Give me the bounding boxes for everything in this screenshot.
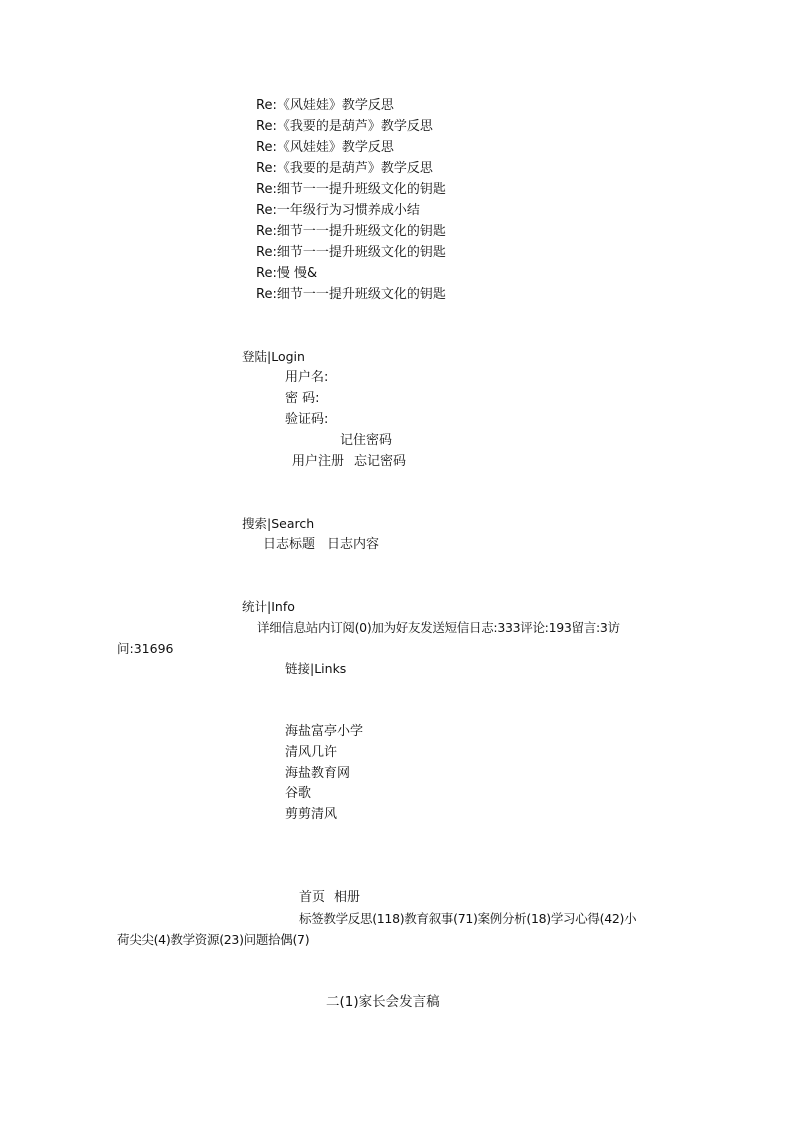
comment-link[interactable]: Re:慢 慢& — [256, 266, 318, 281]
info-stats: 详细信息站内订阅(0)加为好友发送短信日志:333评论:193留言:3访 — [257, 620, 620, 635]
search-option-content[interactable]: 日志内容 — [327, 537, 380, 552]
register-link[interactable]: 用户注册 — [292, 454, 345, 469]
remember-password-label[interactable]: 记住密码 — [340, 433, 393, 448]
captcha-label: 验证码: — [285, 412, 329, 427]
comment-link[interactable]: Re:《风娃娃》教学反思 — [256, 98, 394, 113]
album-link[interactable]: 相册 — [334, 890, 361, 905]
document-title: 二(1)家长会发言稿 — [326, 994, 440, 1010]
home-link[interactable]: 首页 — [299, 890, 326, 905]
tags-list[interactable]: 标签教学反思(118)教育叙事(71)案例分析(18)学习心得(42)小 — [299, 911, 637, 926]
comment-link[interactable]: Re:细节一一提升班级文化的钥匙 — [256, 224, 446, 239]
link-item[interactable]: 海盐教育网 — [285, 766, 351, 781]
links-title: 链接|Links — [285, 661, 347, 676]
comment-link[interactable]: Re:《我要的是葫芦》教学反思 — [256, 119, 433, 134]
search-option-title[interactable]: 日志标题 — [263, 537, 316, 552]
username-label: 用户名: — [285, 370, 329, 385]
info-title: 统计|Info — [242, 599, 295, 614]
comment-link[interactable]: Re:《风娃娃》教学反思 — [256, 140, 394, 155]
comment-link[interactable]: Re:一年级行为习惯养成小结 — [256, 203, 420, 218]
info-stats-continued: 问:31696 — [117, 641, 174, 656]
link-item[interactable]: 谷歌 — [285, 786, 312, 801]
search-title: 搜索|Search — [242, 516, 315, 531]
tags-list-continued[interactable]: 荷尖尖(4)教学资源(23)问题拾偶(7) — [117, 932, 310, 947]
forgot-password-link[interactable]: 忘记密码 — [354, 454, 407, 469]
link-item[interactable]: 海盐富亭小学 — [285, 724, 364, 739]
comment-link[interactable]: Re:《我要的是葫芦》教学反思 — [256, 161, 433, 176]
comment-link[interactable]: Re:细节一一提升班级文化的钥匙 — [256, 182, 446, 197]
link-item[interactable]: 清风几许 — [285, 745, 338, 760]
comment-link[interactable]: Re:细节一一提升班级文化的钥匙 — [256, 287, 446, 302]
comment-link[interactable]: Re:细节一一提升班级文化的钥匙 — [256, 245, 446, 260]
link-item[interactable]: 剪剪清风 — [285, 807, 338, 822]
password-label: 密 码: — [285, 391, 320, 406]
login-title: 登陆|Login — [242, 349, 305, 364]
